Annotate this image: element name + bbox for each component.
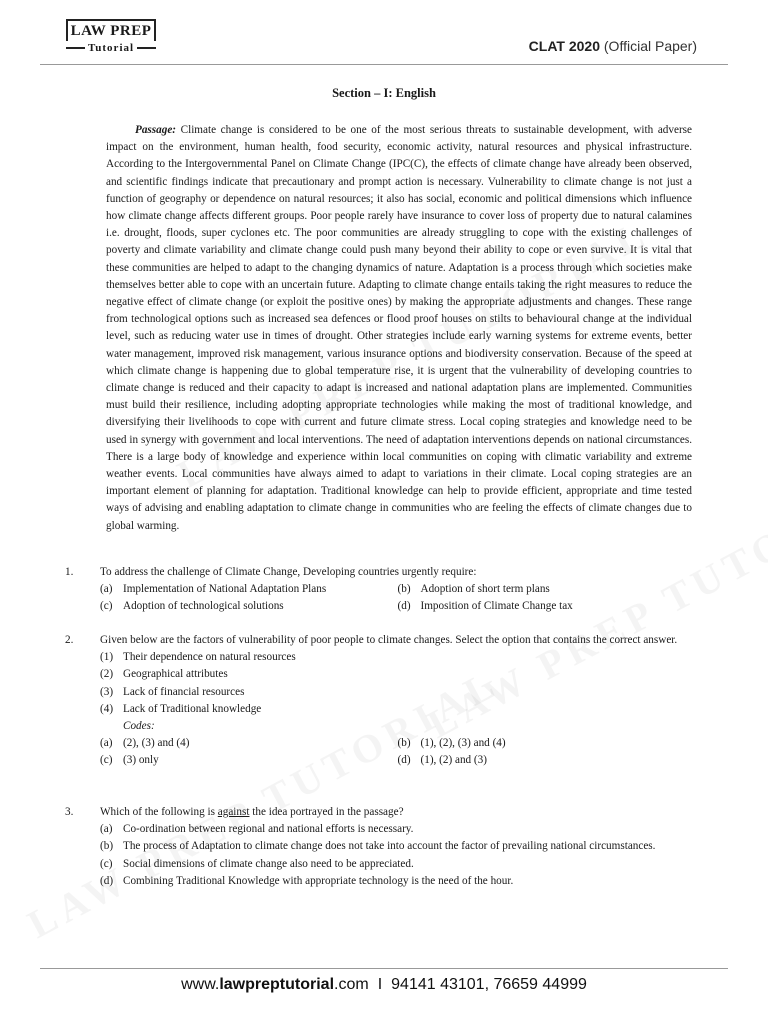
option-label: (c): [100, 600, 113, 613]
option-text: Co-ordination between regional and national efforts is necessary.: [123, 823, 414, 836]
option-text: The process of Adaptation to climate change does not take into account the factor of prevailing national circumstances.: [123, 840, 656, 853]
option-label: (c): [100, 754, 113, 767]
paper-title-rest: (Official Paper): [600, 38, 697, 54]
option-d[interactable]: [398, 752, 696, 769]
option-label: (a): [100, 737, 113, 750]
phone-numbers: 94141 43101, 76659 44999: [391, 976, 587, 993]
section-heading: Section – I: English: [332, 86, 436, 100]
option-label: (d): [397, 754, 411, 767]
question-text-emphasis: against: [217, 806, 250, 818]
passage-text: Climate change is considered to be one of the most serious threats to sustainable development, with adverse impact on the environment, human health, food security, economic activity, natural resources and physical infrastructure. According to the Intergovernmental Panel on Climate Change (IPC(C), the effects of climate change have already been observed, and scientific findings indicate that precautionary and prompt action is necessary. Vulnerability to climate change is not just a function of geography or dependence on natural resources; it also has social, economic and political dimensions which influence how climate change affects different groups. Poor people rarely have insurance to cover loss of property due to natural calamines i.e. drought, floods, super cyclones etc. The poor communities are already struggling to cope with the existing challenges of poverty and climate variability and climate change could push many beyond their ability to cope or even survive. It is vital that these communities are helped to adapt to the changing dynamics of nature. Adaptation is a process through which societies make themselves better able to cope with an uncertain future. Adapting to climate change entails taking the right measures to reduce the negative effect of climate change (or exploit the positive ones) by making the appropriate adjustments and changes. These range from technological options such as increased sea defences or flood proof houses on stilts to behavioural change at the individual level, such as reducing water use in times of drought. Other strategies include early warning systems for extreme events, better water management, improved risk management, various insurance options and biodiversity conservation. Because of the speed at which climate change is happening due to global temperature rise, it is urgent that the vulnerability of developing countries to climate change is reduced and their capacity to adapt is increased and national adaptation plans are implemented. Communities must build their resilience, including adopting appropriate technologies while making the most of traditional knowledge, and diversifying their livelihoods to cope with current and future climate stress. Local coping strategies and knowledge need to be used in synergy with government and local interventions. The need of adaptation interventions depends on national circumstances. There is a large body of knowledge and experience within local communities on coping with climatic variability and extreme weather events. Local communities have always aimed to adapt to variations in their climate. Local coping strategies are an important element of planning for adaptation. Traditional knowledge can help to provide efficient, appropriate and time tested ways of advising and enabling adaptation to climate change in communities who are feeling the effects of climate changes due to global warming.: [106, 124, 692, 532]
footer-divider: [40, 968, 728, 969]
option-text: (2), (3) and (4): [123, 737, 190, 750]
law-prep-logo: [66, 19, 156, 61]
factor-item: [100, 684, 695, 701]
option-b[interactable]: [398, 581, 696, 598]
question-text-part: the idea portrayed in the passage?: [249, 806, 404, 818]
item-label: (4): [100, 702, 114, 715]
logo-bottom: [66, 41, 156, 55]
item-text: Their dependence on natural resources: [123, 651, 296, 664]
passage: [106, 122, 692, 535]
logo-rule-left: [66, 47, 85, 49]
option-c[interactable]: [100, 856, 695, 873]
logo-bottom-text: Tutorial: [87, 42, 135, 54]
paper-title: [529, 38, 697, 54]
header-divider: [40, 64, 728, 65]
question-text-part: Which of the following is: [100, 806, 218, 818]
option-label: (a): [100, 823, 113, 836]
option-label: (a): [100, 583, 113, 596]
question-3: [65, 804, 695, 890]
option-text: Adoption of short term plans: [420, 583, 550, 596]
option-text: (1), (2), (3) and (4): [420, 737, 506, 750]
site-name: lawpreptutorial: [219, 976, 335, 993]
option-text: Adoption of technological solutions: [123, 600, 284, 613]
option-d[interactable]: [398, 598, 696, 615]
passage-label: Passage:: [135, 124, 177, 136]
question-number: 1.: [65, 566, 74, 578]
factor-item: [100, 701, 695, 718]
question-number: 3.: [65, 806, 74, 818]
option-c[interactable]: [100, 752, 398, 769]
question-text: [100, 804, 695, 821]
option-a[interactable]: [100, 821, 695, 838]
site-suffix: .com: [334, 976, 369, 993]
option-label: (c): [100, 857, 113, 870]
website-link[interactable]: [181, 976, 369, 993]
paper-title-bold: CLAT 2020: [528, 38, 600, 54]
question-text: Given below are the factors of vulnerability of poor people to climate changes. Select the option that contains the correct answer.: [100, 634, 678, 646]
option-label: (b): [397, 737, 411, 750]
item-text: Lack of Traditional knowledge: [123, 702, 262, 715]
option-d[interactable]: [100, 873, 695, 890]
item-text: Lack of financial resources: [123, 685, 245, 698]
option-text: Implementation of National Adaptation Plans: [123, 583, 327, 596]
option-text: Imposition of Climate Change tax: [420, 600, 573, 613]
factor-item: [100, 666, 695, 683]
question-1: [65, 564, 695, 616]
option-c[interactable]: [100, 598, 398, 615]
option-a[interactable]: [100, 735, 398, 752]
option-b[interactable]: [100, 838, 695, 855]
item-label: (3): [100, 685, 114, 698]
footer: [0, 976, 768, 994]
factor-item: [100, 649, 695, 666]
question-2: [65, 632, 695, 770]
option-b[interactable]: [398, 735, 696, 752]
option-text: (3) only: [123, 754, 159, 767]
option-label: (b): [397, 583, 411, 596]
option-label: (b): [100, 840, 114, 853]
item-text: Geographical attributes: [123, 668, 228, 681]
question-text: To address the challenge of Climate Change, Developing countries urgently require:: [100, 566, 477, 578]
option-label: (d): [100, 874, 114, 887]
codes-label: Codes:: [123, 720, 155, 733]
logo-top-text: LAW PREP: [66, 19, 156, 41]
option-text: Social dimensions of climate change also need to be appreciated.: [123, 857, 414, 870]
option-a[interactable]: [100, 581, 398, 598]
item-label: (2): [100, 668, 114, 681]
site-prefix: www.: [181, 976, 220, 993]
option-text: Combining Traditional Knowledge with appropriate technology is the need of the hour.: [123, 874, 514, 887]
option-text: (1), (2) and (3): [420, 754, 487, 767]
question-number: 2.: [65, 634, 74, 646]
item-label: (1): [100, 651, 114, 664]
option-label: (d): [397, 600, 411, 613]
logo-rule-right: [137, 47, 156, 49]
footer-separator: I: [377, 976, 383, 993]
